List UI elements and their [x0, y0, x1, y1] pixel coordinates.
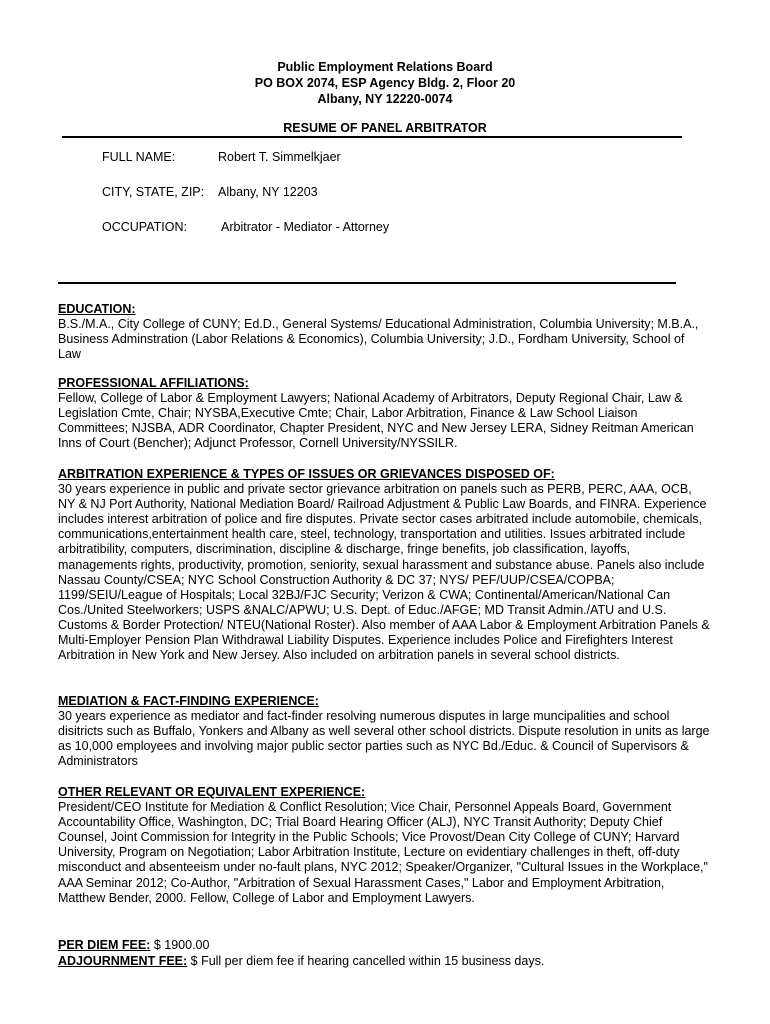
mediation-body: 30 years experience as mediator and fact-finder resolving numerous disputes in large muncipalities and school disitricts such as Buffalo, Yonkers and Albany as well several other school districts. Dispute resolution in units as large as 10,000 employees and involving major public sector parties such as NYC Bd./Educ. & Council of Supervisors & Administrators: [58, 709, 710, 769]
board-city: Albany, NY 12220-0074: [317, 92, 453, 106]
per-diem-fee-value: $ 1900.00: [150, 938, 210, 952]
occupation-value: Arbitrator - Mediator - Attorney: [221, 220, 390, 234]
mediation-title: MEDIATION & FACT-FINDING EXPERIENCE:: [58, 694, 319, 708]
arbitration-section: [58, 467, 710, 663]
adjournment-fee-value: $ Full per diem fee if hearing cancelled within 15 business days.: [187, 954, 545, 968]
title-divider: [62, 136, 682, 138]
adjournment-fee: [58, 954, 544, 969]
education-title: EDUCATION:: [58, 302, 136, 316]
adjournment-fee-label: ADJOURNMENT FEE:: [58, 954, 188, 968]
board-address: PO BOX 2074, ESP Agency Bldg. 2, Floor 20: [254, 76, 516, 90]
per-diem-fee-label: PER DIEM FEE:: [58, 938, 151, 952]
mediation-section: [58, 694, 710, 769]
affiliations-body: Fellow, College of Labor & Employment Lawyers; National Academy of Arbitrators, Deputy Regional Chair, Law & Legislation Cmte, Chair; NYSBA,Executive Cmte; Chair, Labor Arbitration, Finance & Law School Liaison Committees; NJSBA, ADR Coordinator, Chapter President, NYC and New Jersey LERA, Sidney Reitman American Inns of Court (Bencher); Adjunct Professor, Cornell University/NYSSILR.: [58, 391, 694, 451]
arbitration-body: 30 years experience in public and private sector grievance arbitration on panels such as PERB, PERC, AAA, OCB, NY & NJ Port Authority, National Mediation Board/ Railroad Adjustment & Public Law Boards, and FINRA. Experience includes interest arbitration of police and fire disputes. Private sector cases arbitrated include automobile, chemicals, communications,entertainment health care, steel, technology, transportation and utilities. Issues arbitrated include arbitratibility, computers, discrimination, discipline & discharge, fringe benefits, job classification, layoffs, managements rights, productivity, promotion, seniority, sexual harassment and substance abuse. Panels also include Nassau County/CSEA; NYC School Construction Authority & DC 37; NYS/ PEF/UUP/CSEA/COPBA; 1199/SEIU/League of Hospitals; Local 32BJ/FJC Security; Verizon & CWA; Continental/American/National Can Cos./United Steelworkers; USPS &NALC/APWU; U.S. Dept. of Educ./AFGE; MD Transit Admin./ATU and U.S. Customs & Border Protection/ NTEU(National Roster). Also member of AAA Labor & Employment Arbitration Panels & Multi-Employer Pension Plan Withdrawal Liability Disputes. Experience includes Police and Firefighters Interest Arbitration in New York and New Jersey. Also included on arbitration panels in several school districts.: [58, 482, 710, 663]
arbitration-title: ARBITRATION EXPERIENCE & TYPES OF ISSUES OR GRIEVANCES DISPOSED OF:: [58, 467, 555, 481]
full-name-value: Robert T. Simmelkjaer: [218, 150, 341, 164]
occupation-label: OCCUPATION:: [102, 220, 187, 234]
education-section: [58, 302, 710, 362]
affiliations-title: PROFESSIONAL AFFILIATIONS:: [58, 376, 249, 390]
city-state-zip-label: CITY, STATE, ZIP:: [102, 185, 205, 199]
full-name-label: FULL NAME:: [102, 150, 176, 164]
board-name: Public Employment Relations Board: [277, 60, 493, 74]
section-divider: [58, 282, 676, 284]
other-experience-section: [58, 785, 710, 906]
education-body: B.S./M.A., City College of CUNY; Ed.D., General Systems/ Educational Administration, Columbia University; M.B.A., Business Adminstration (Labor Relations & Economics), Columbia University; J.D., Fordham University, School of Law: [58, 317, 699, 362]
document-title: RESUME OF PANEL ARBITRATOR: [283, 121, 487, 135]
other-experience-title: OTHER RELEVANT OR EQUIVALENT EXPERIENCE:: [58, 785, 366, 799]
other-experience-body: President/CEO Institute for Mediation & Conflict Resolution; Vice Chair, Personnel Appeals Board, Government Accountability Office, Washington, DC; Trial Board Hearing Officer (ALJ), NYC Transit Authority; Deputy Chief Counsel, Joint Commission for Integrity in the Public Schools; Vice Provost/Dean City College of CUNY; Harvard University, Program on Negotiation; Labor Arbitration Institute, Lecture on evidentiary challenges in theft, off-duty misconduct and absenteeism under no-fault plans, NYC 2012; Speaker/Organizer, "Cultural Issues in the Workplace," AAA Seminar 2012; Co-Author, "Arbitration of Sexual Harassment Cases," Labor and Employment Arbitration, Matthew Bender, 2000. Fellow, College of Labor and Employment Lawyers.: [58, 800, 708, 905]
per-diem-fee: [58, 938, 209, 953]
city-state-zip-value: Albany, NY 12203: [218, 185, 318, 199]
affiliations-section: [58, 376, 710, 451]
